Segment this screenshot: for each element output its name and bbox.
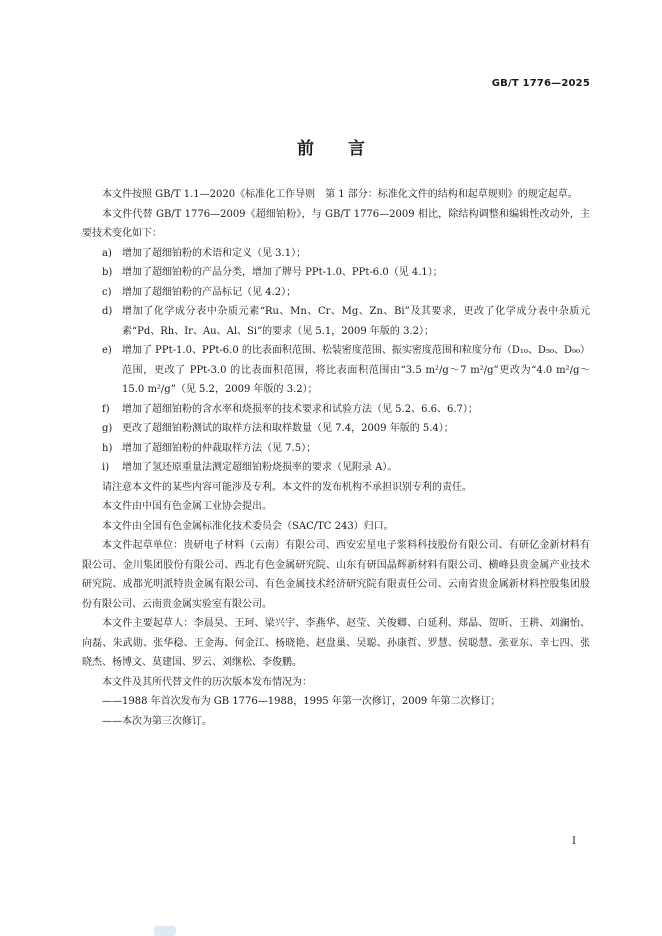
paragraph: 本文件代替 GB/T 1776—2009《超细铂粉》，与 GB/T 1776—2009 相比，除结构调整和编辑性改动外，主要技术变化如下： (82, 208, 590, 239)
list-item-text: 更改了超细铂粉测试的取样方法和取样数量（见 7.4，2009 年版的 5.4）； (122, 423, 454, 434)
list-item (82, 439, 590, 459)
list-item-text: 增加了 PPt-1.0、PPt-6.0 的比表面积范围、松装密度范围、振实密度范围和粒度分布（D₁₀、D₅₀、D₉₀）范围，更改了 PPt-3.0 的比表面积范围，将比表面积范围由“3.5 m²/g～7 m²/g”更改为“4.0 m²/g～15.0 m²/g”（见 5.2，2009 年版的 3.2）； (122, 345, 590, 395)
list-item-text: 增加了超细铂粉的仲裁取样方法（见 7.5）； (122, 442, 317, 454)
list-item (82, 458, 590, 478)
list-item (82, 283, 590, 303)
list-item (82, 263, 590, 283)
list-item-label: h) (102, 442, 113, 454)
body-text (82, 185, 590, 731)
list-item-text: 增加了超细铂粉的产品分类，增加了牌号 PPt-1.0、PPt-6.0（见 4.1）； (122, 267, 443, 278)
list-item-text: 增加了超细铂粉的含水率和烧损率的技术要求和试验方法（见 5.2、6.6、6.7）； (122, 403, 478, 415)
list-item-text: 增加了化学成分表中杂质元素“Ru、Mn、Cr、Mg、Zn、Bi”及其要求，更改了化学成分表中杂质元素“Pd、Rh、Ir、Au、Al、Si”的要求（见 5.1，2009 年版的 3.2）； (122, 306, 590, 337)
list-item-label: f) (102, 403, 110, 415)
history-item: ——本次为第三次修订。 (102, 715, 212, 727)
list-item-text: 增加了超细铂粉的产品标记（见 4.2）； (122, 286, 297, 298)
list-item-text: 增加了超细铂粉的术语和定义（见 3.1）； (122, 247, 307, 259)
list-item-label: g) (102, 423, 113, 434)
list-item (82, 244, 590, 264)
list-item-text: 增加了氢还原重量法测定超细铂粉烧损率的要求（见附录 A）。 (122, 462, 398, 473)
list-item (82, 341, 590, 400)
standard-code: GB/T 1776—2025 (491, 78, 590, 89)
scan-artifact (154, 926, 176, 936)
committee-paragraph: 本文件由全国有色金属标准化技术委员会（SAC/TC 243）归口。 (102, 520, 394, 532)
list-item-label: b) (102, 267, 113, 278)
drafting-units-paragraph: 本文件起草单位：贵研电子材料（云南）有限公司、西安宏星电子浆料科技股份有限公司、有研亿金新材料有限公司、金川集团股份有限公司、西北有色金属研究院、山东有研国晶辉新材料有限公司、横峰县贵金属产业技术研究院、成都光明派特贵金属有限公司、有色金属技术经济研究院有限责任公司、云南省贵金属新材料控股集团股份有限公司、云南贵金属实验室有限公司。 (82, 540, 590, 610)
list-item (82, 400, 590, 420)
list-item-label: e) (102, 345, 112, 356)
list-item-label: c) (102, 286, 112, 298)
list-item-label: d) (102, 306, 113, 317)
list-item-label: a) (102, 247, 112, 259)
history-item: ——1988 年首次发布为 GB 1776—1988，1995 年第一次修订，2009 年第二次修订； (102, 696, 501, 707)
page-title: 前言 (297, 139, 399, 159)
list-item (82, 302, 590, 341)
list-item (82, 419, 590, 439)
proposer-paragraph: 本文件由中国有色金属工业协会提出。 (102, 501, 272, 512)
drafters-paragraph: 本文件主要起草人：李晨昊、王珂、梁兴宇、李燕华、赵莹、关俊卿、白延利、郑晶、贺昕、王耕、刘澜怡、向磊、朱武勋、张华稳、王金海、何金江、杨晓艳、赵盘巢、吴聪、孙康哲、罗慧、侯聪慧、张亚东、幸七四、张晓杰、杨博文、莫建国、罗云、刘继松、李俊鹏。 (82, 618, 590, 668)
history-intro: 本文件及其所代替文件的历次版本发布情况为： (102, 676, 312, 688)
change-list (82, 244, 590, 478)
list-item-label: i) (102, 462, 110, 473)
paragraph: 本文件按照 GB/T 1.1—2020《标准化工作导则 第 1 部分：标准化文件的结构和起草规则》的规定起草。 (102, 189, 578, 200)
patent-notice: 请注意本文件的某些内容可能涉及专利。本文件的发布机构不承担识别专利的责任。 (102, 481, 472, 493)
page-number: I (572, 836, 576, 847)
